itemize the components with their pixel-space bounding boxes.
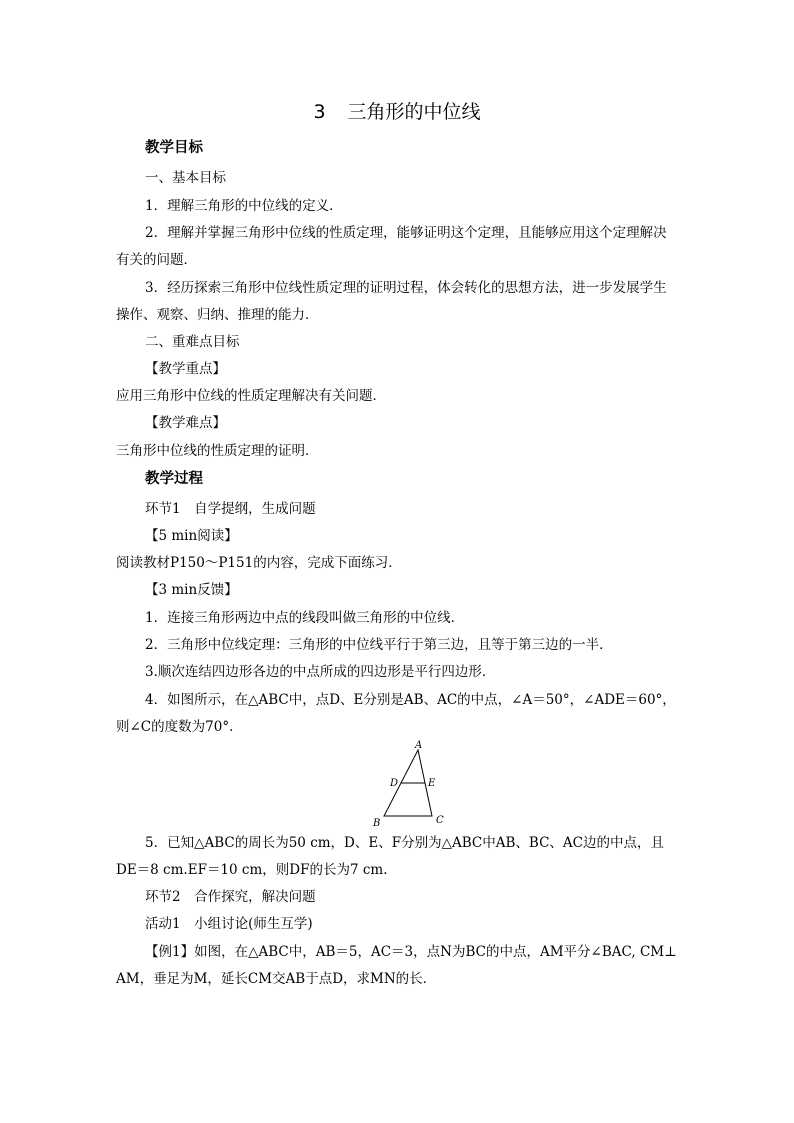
reading-label: 【5 min阅读】 (145, 528, 238, 544)
goal-1: 1．理解三角形的中位线的定义． (145, 198, 343, 214)
key-point-heading: 【教学重点】 (145, 361, 226, 377)
exercise-4-line-1: 4．如图所示，在△ABC中，点D、E分别是AB、AC的中点，∠A＝50°，∠ADE＝60°， (145, 692, 676, 708)
reading-instruction: 阅读教材P150～P151的内容，完成下面练习． (116, 555, 402, 571)
exercise-5-line-2: DE＝8 cm.EF＝10 cm，则DF的长为7 cm. (116, 862, 388, 878)
title-text: 三角形的中位线 (347, 101, 481, 123)
difficult-point-text: 三角形中位线的性质定理的证明． (116, 443, 319, 459)
difficult-point-heading: 【教学难点】 (145, 415, 226, 431)
stage-2-heading: 环节2 合作探究，解决问题 (145, 889, 316, 905)
heading-teaching-process: 教学过程 (145, 471, 203, 487)
heading-teaching-goals: 教学目标 (145, 140, 203, 156)
exercise-4-line-2: 则∠C的度数为70°. (116, 719, 234, 735)
activity-1-heading: 活动1 小组讨论(师生互学) (145, 916, 313, 932)
vertex-c-label: C (436, 815, 444, 826)
goal-2-line-1: 2．理解并掌握三角形中位线的性质定理，能够证明这个定理，且能够应用这个定理解决 (145, 225, 667, 241)
exercise-2: 2．三角形中位线定理：三角形的中位线平行于第三边，且等于第三边的一半． (145, 637, 613, 653)
section-number: 3 (313, 101, 326, 123)
point-e-label: E (428, 778, 436, 789)
page-title (0, 100, 794, 124)
example-1-line-1: 【例1】如图，在△ABC中，AB＝5，AC＝3，点N为BC的中点，AM平分∠BAC, CM⊥ (145, 944, 677, 960)
vertex-a-label: A (415, 740, 423, 751)
example-1-line-2: AM，垂足为M，延长CM交AB于点D，求MN的长． (116, 971, 437, 987)
exercise-3: 3.顺次连结四边形各边的中点所成的四边形是平行四边形． (145, 664, 496, 680)
key-point-text: 应用三角形中位线的性质定理解决有关问题． (116, 388, 386, 404)
exercise-5-line-1: 5．已知△ABC的周长为50 cm，D、E、F分别为△ABC中AB、BC、AC边的中点，且 (145, 835, 664, 851)
key-goals-heading: 二、重难点目标 (145, 334, 240, 350)
feedback-label: 【3 min反馈】 (145, 582, 238, 598)
goal-2-line-2: 有关的问题． (116, 252, 197, 268)
stage-1-heading: 环节1 自学提纲，生成问题 (145, 501, 316, 517)
vertex-b-label: B (373, 818, 381, 828)
point-d-label: D (390, 778, 399, 789)
triangle-figure (368, 738, 452, 828)
basic-goals-heading: 一、基本目标 (145, 170, 226, 186)
goal-3-line-2: 操作、观察、归纳、推理的能力． (116, 307, 319, 323)
goal-3-line-1: 3．经历探索三角形中位线性质定理的证明过程，体会转化的思想方法，进一步发展学生 (145, 280, 667, 296)
exercise-1: 1．连接三角形两边中点的线段叫做三角形的中位线． (145, 610, 465, 626)
